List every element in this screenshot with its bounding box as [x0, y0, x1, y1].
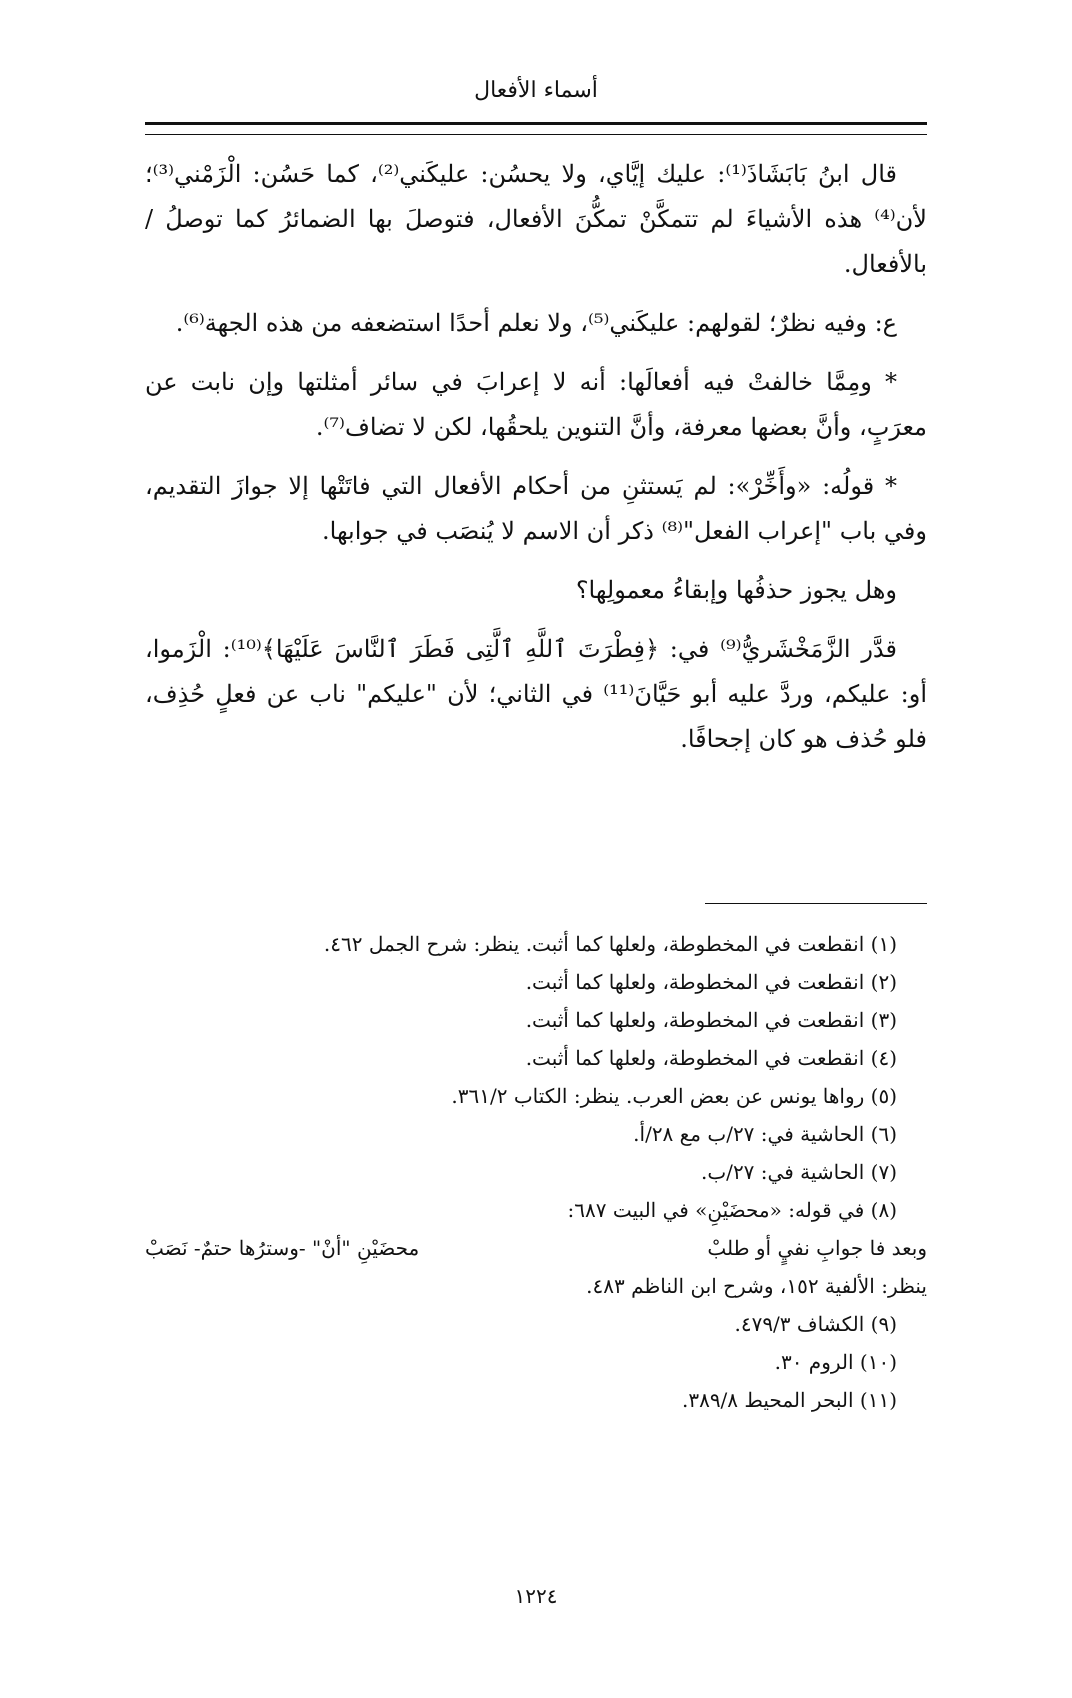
footnote-8: (٨) في قوله: «محضَيْنِ» في البيت ٦٨٧:	[567, 1198, 897, 1222]
footnote-6: (٦) الحاشية في: ٢٧/ب مع ٢٨/أ.	[633, 1122, 897, 1146]
footnote-9: (٩) الكشاف ٤٧٩/٣.	[734, 1312, 897, 1336]
paragraph-6: قدَّر الزَّمَخْشَريُّ⁽⁹⁾ في: ﴿فِطْرَتَ ٱللَّهِ ٱلَّتِى فَطَرَ ٱلنَّاسَ عَلَيْهَا﴾⁽¹⁰⁾: الْزَموا، أو: عليكم، وردَّ عليه أبو حَيَّانَ⁽¹¹⁾ في الثاني؛ لأن "عليكم" ناب عن فعلٍ حُذِف، فلو حُذف هو كان إجحافًا.	[145, 635, 927, 753]
paragraph-3: * ومِمَّا خالفتْ فيه أفعالَها: أنه لا إعرابَ في سائر أمثلتها وإن نابت عن معرَبٍ، وأنَّ بعضها معرفة، وأنَّ التنوين يلحقُها، لكن لا تضاف⁽⁷⁾.	[145, 368, 927, 441]
paragraph-4: * قولُه: «وأَخِّرْ»: لم يَستثنِ من أحكام الأفعال التي فاتَتْها إلا جوازَ التقديم، وفي باب "إعراب الفعل"⁽⁸⁾ ذكر أن الاسم لا يُنصَب في جوابها.	[145, 472, 927, 545]
paragraph-2: ع: وفيه نظرٌ؛ لقولهم: عليكَني⁽⁵⁾، ولا نعلم أحدًا استضعفه من هذه الجهة⁽⁶⁾.	[175, 309, 897, 337]
paragraph-5: وهل يجوز حذفُها وإبقاءُ معمولِها؟	[575, 576, 897, 604]
footnote-8-reference: ينظر: الألفية ١٥٢، وشرح ابن الناظم ٤٨٣.	[586, 1274, 927, 1298]
header-rule-thin	[145, 134, 927, 135]
verse-second-hemistich: محضَيْنِ "أنْ" -وسترُها حتمٌ- نَصَبْ	[145, 1236, 420, 1260]
paragraph-1: قال ابنُ بَابَشَاذَ⁽¹⁾: عليك إيَّاي، ولا يحسُن: عليكَني⁽²⁾، كما حَسُن: الْزَمْني⁽³⁾؛ لأن⁽⁴⁾ هذه الأشياءَ لم تتمكَّنْ تمكُّنَ الأفعال، فتوصلَ بها الضمائرُ كما توصلُ / بالأفعال.	[145, 160, 927, 278]
footnote-8-verse	[145, 1229, 927, 1267]
footnotes	[145, 925, 927, 1419]
footnote-7: (٧) الحاشية في: ٢٧/ب.	[701, 1160, 897, 1184]
verse-first-hemistich: وبعد فا جوابِ نفيٍ أو طلبْ	[707, 1236, 927, 1260]
footnote-5: (٥) رواها يونس عن بعض العرب. ينظر: الكتاب ٣٦١/٢.	[451, 1084, 897, 1108]
footnote-3: (٣) انقطعت في المخطوطة، ولعلها كما أثبت.	[525, 1008, 897, 1032]
footnote-2: (٢) انقطعت في المخطوطة، ولعلها كما أثبت.	[525, 970, 897, 994]
footnote-11: (١١) البحر المحيط ٣٨٩/٨.	[681, 1388, 897, 1412]
footnote-4: (٤) انقطعت في المخطوطة، ولعلها كما أثبت.	[525, 1046, 897, 1070]
header-rule-thick	[145, 122, 927, 125]
footnote-10: (١٠) الروم ٣٠.	[774, 1350, 897, 1374]
running-header: أسماء الأفعال	[474, 78, 598, 103]
page-number: ١٢٢٤	[514, 1584, 558, 1608]
main-text	[145, 152, 927, 776]
footnote-separator	[705, 903, 927, 904]
footnote-1: (١) انقطعت في المخطوطة، ولعلها كما أثبت. ينظر: شرح الجمل ٤٦٢.	[323, 932, 897, 956]
